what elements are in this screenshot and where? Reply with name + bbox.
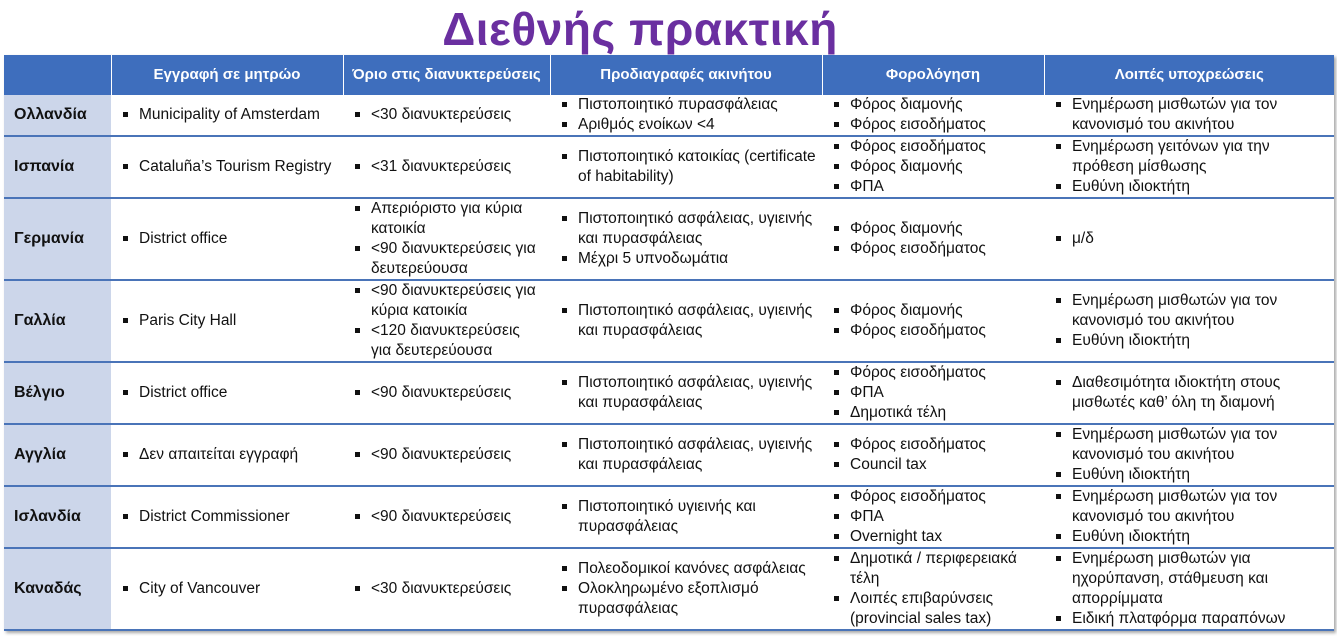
list-item: Πιστοποιητικό υγιεινής και πυρασφάλειας xyxy=(556,497,816,537)
tax-cell xyxy=(822,424,1044,486)
list-item: Paris City Hall xyxy=(117,311,337,331)
country-cell: Ολλανδία xyxy=(4,95,111,136)
list-item: Δεν απαιτείται εγγραφή xyxy=(117,445,337,465)
other-cell xyxy=(1044,95,1334,136)
registry-cell xyxy=(111,198,343,280)
table-row xyxy=(4,486,1334,548)
specs-cell xyxy=(550,486,822,548)
table-row xyxy=(4,95,1334,136)
list-item: Απεριόριστο για κύρια κατοικία xyxy=(349,199,544,239)
other-list xyxy=(1050,95,1328,135)
list-item: Φόρος διαμονής xyxy=(828,157,1038,177)
list-item: Διαθεσιμότητα ιδιοκτήτη στους μισθωτές καθ’ όλη τη διαμονή xyxy=(1050,373,1328,413)
country-cell: Γαλλία xyxy=(4,280,111,362)
limit-list xyxy=(349,579,544,599)
table-row xyxy=(4,362,1334,424)
table-row xyxy=(4,548,1334,630)
table-header-row xyxy=(4,55,1334,95)
header-country xyxy=(4,55,111,95)
country-cell: Καναδάς xyxy=(4,548,111,630)
registry-cell xyxy=(111,136,343,198)
list-item: Ενημέρωση μισθωτών για τον κανονισμό του ακινήτου xyxy=(1050,95,1328,135)
list-item: <30 διανυκτερεύσεις xyxy=(349,579,544,599)
list-item: <90 διανυκτερεύσεις xyxy=(349,383,544,403)
tax-list xyxy=(828,301,1038,341)
specs-list xyxy=(556,95,816,135)
tax-cell xyxy=(822,362,1044,424)
list-item: Ενημέρωση μισθωτών για ηχορύπανση, στάθμευση και απορρίμματα xyxy=(1050,549,1328,609)
other-list xyxy=(1050,291,1328,351)
limit-list xyxy=(349,383,544,403)
tax-cell xyxy=(822,280,1044,362)
tax-cell xyxy=(822,198,1044,280)
other-list xyxy=(1050,229,1328,249)
list-item: Πιστοποιητικό ασφάλειας, υγιεινής και πυρασφάλειας xyxy=(556,209,816,249)
country-cell: Αγγλία xyxy=(4,424,111,486)
list-item: Πιστοποιητικό ασφάλειας, υγιεινής και πυρασφάλειας xyxy=(556,373,816,413)
list-item: Ευθύνη ιδιοκτήτη xyxy=(1050,331,1328,351)
list-item: Ευθύνη ιδιοκτήτη xyxy=(1050,177,1328,197)
registry-cell xyxy=(111,362,343,424)
specs-list xyxy=(556,559,816,619)
list-item: Φόρος εισοδήματος xyxy=(828,137,1038,157)
specs-cell xyxy=(550,198,822,280)
specs-list xyxy=(556,301,816,341)
limit-list xyxy=(349,445,544,465)
limit-cell xyxy=(343,95,550,136)
specs-list xyxy=(556,147,816,187)
other-cell xyxy=(1044,198,1334,280)
list-item: <90 διανυκτερεύσεις για κύρια κατοικία xyxy=(349,281,544,321)
country-cell: Ισπανία xyxy=(4,136,111,198)
list-item: Λοιπές επιβαρύνσεις (provincial sales tax) xyxy=(828,589,1038,629)
list-item: Cataluña’s Tourism Registry xyxy=(117,157,337,177)
tax-list xyxy=(828,219,1038,259)
specs-list xyxy=(556,435,816,475)
limit-cell xyxy=(343,424,550,486)
registry-cell xyxy=(111,548,343,630)
limit-list xyxy=(349,105,544,125)
other-list xyxy=(1050,137,1328,197)
header-specs: Προδιαγραφές ακινήτου xyxy=(550,55,822,95)
limit-cell xyxy=(343,362,550,424)
specs-list xyxy=(556,497,816,537)
other-cell xyxy=(1044,280,1334,362)
list-item: Ειδική πλατφόρμα παραπόνων xyxy=(1050,609,1328,629)
registry-list xyxy=(117,105,337,125)
list-item: Φόρος διαμονής xyxy=(828,95,1038,115)
list-item: ΦΠΑ xyxy=(828,383,1038,403)
header-other: Λοιπές υποχρεώσεις xyxy=(1044,55,1334,95)
limit-cell xyxy=(343,280,550,362)
list-item: Ολοκληρωμένο εξοπλισμό πυρασφάλειας xyxy=(556,579,816,619)
list-item: Φόρος διαμονής xyxy=(828,219,1038,239)
list-item: Αριθμός ενοίκων <4 xyxy=(556,115,816,135)
other-cell xyxy=(1044,486,1334,548)
registry-cell xyxy=(111,486,343,548)
list-item: <31 διανυκτερεύσεις xyxy=(349,157,544,177)
list-item: Πολεοδομικοί κανόνες ασφάλειας xyxy=(556,559,816,579)
list-item: Overnight tax xyxy=(828,527,1038,547)
comparison-table xyxy=(4,55,1334,631)
table-row xyxy=(4,136,1334,198)
limit-cell xyxy=(343,548,550,630)
specs-cell xyxy=(550,136,822,198)
other-list xyxy=(1050,373,1328,413)
list-item: Πιστοποιητικό ασφάλειας, υγιεινής και πυρασφάλειας xyxy=(556,435,816,475)
tax-list xyxy=(828,487,1038,547)
comparison-table-container xyxy=(4,55,1334,631)
registry-list xyxy=(117,229,337,249)
list-item: Φόρος εισοδήματος xyxy=(828,363,1038,383)
list-item: Ευθύνη ιδιοκτήτη xyxy=(1050,527,1328,547)
registry-list xyxy=(117,445,337,465)
limit-cell xyxy=(343,136,550,198)
specs-cell xyxy=(550,280,822,362)
other-cell xyxy=(1044,424,1334,486)
country-cell: Βέλγιο xyxy=(4,362,111,424)
list-item: <90 διανυκτερεύσεις xyxy=(349,507,544,527)
list-item: ΦΠΑ xyxy=(828,177,1038,197)
tax-list xyxy=(828,137,1038,197)
table-body xyxy=(4,95,1334,630)
list-item: Μέχρι 5 υπνοδωμάτια xyxy=(556,249,816,269)
table-row xyxy=(4,424,1334,486)
other-cell xyxy=(1044,136,1334,198)
limit-list xyxy=(349,157,544,177)
list-item: District Commissioner xyxy=(117,507,337,527)
specs-cell xyxy=(550,548,822,630)
list-item: Πιστοποιητικό πυρασφάλειας xyxy=(556,95,816,115)
list-item: Ευθύνη ιδιοκτήτη xyxy=(1050,465,1328,485)
header-tax: Φορολόγηση xyxy=(822,55,1044,95)
list-item: Δημοτικά τέλη xyxy=(828,403,1038,423)
list-item: Ενημέρωση μισθωτών για τον κανονισμό του ακινήτου xyxy=(1050,425,1328,465)
list-item: District office xyxy=(117,229,337,249)
limit-list xyxy=(349,199,544,279)
tax-cell xyxy=(822,548,1044,630)
other-list xyxy=(1050,425,1328,485)
other-list xyxy=(1050,549,1328,629)
list-item: Πιστοποιητικό κατοικίας (certificate of habitability) xyxy=(556,147,816,187)
registry-cell xyxy=(111,95,343,136)
tax-cell xyxy=(822,136,1044,198)
header-limit: Όριο στις διανυκτερεύσεις xyxy=(343,55,550,95)
tax-list xyxy=(828,95,1038,135)
tax-cell xyxy=(822,486,1044,548)
registry-cell xyxy=(111,280,343,362)
registry-list xyxy=(117,157,337,177)
tax-list xyxy=(828,363,1038,423)
limit-cell xyxy=(343,486,550,548)
list-item: Πιστοποιητικό ασφάλειας, υγιεινής και πυρασφάλειας xyxy=(556,301,816,341)
list-item: Municipality of Amsterdam xyxy=(117,105,337,125)
list-item: Φόρος εισοδήματος xyxy=(828,435,1038,455)
registry-list xyxy=(117,383,337,403)
registry-list xyxy=(117,311,337,331)
specs-cell xyxy=(550,424,822,486)
other-cell xyxy=(1044,548,1334,630)
list-item: Φόρος εισοδήματος xyxy=(828,321,1038,341)
list-item: <30 διανυκτερεύσεις xyxy=(349,105,544,125)
table-row xyxy=(4,198,1334,280)
other-list xyxy=(1050,487,1328,547)
tax-list xyxy=(828,435,1038,475)
page-title: Διεθνής πρακτική xyxy=(442,3,838,55)
registry-list xyxy=(117,507,337,527)
limit-list xyxy=(349,281,544,361)
other-cell xyxy=(1044,362,1334,424)
table-row xyxy=(4,280,1334,362)
limit-cell xyxy=(343,198,550,280)
list-item: ΦΠΑ xyxy=(828,507,1038,527)
country-cell: Ισλανδία xyxy=(4,486,111,548)
list-item: μ/δ xyxy=(1050,229,1328,249)
list-item: <120 διανυκτερεύσεις για δευτερεύουσα xyxy=(349,321,544,361)
list-item: <90 διανυκτερεύσεις xyxy=(349,445,544,465)
list-item: <90 διανυκτερεύσεις για δευτερεύουσα xyxy=(349,239,544,279)
specs-cell xyxy=(550,362,822,424)
tax-cell xyxy=(822,95,1044,136)
list-item: Φόρος εισοδήματος xyxy=(828,115,1038,135)
list-item: Φόρος διαμονής xyxy=(828,301,1038,321)
list-item: Φόρος εισοδήματος xyxy=(828,239,1038,259)
specs-list xyxy=(556,373,816,413)
specs-list xyxy=(556,209,816,269)
list-item: Δημοτικά / περιφερειακά τέλη xyxy=(828,549,1038,589)
list-item: City of Vancouver xyxy=(117,579,337,599)
list-item: Ενημέρωση γειτόνων για την πρόθεση μίσθωσης xyxy=(1050,137,1328,177)
tax-list xyxy=(828,549,1038,629)
limit-list xyxy=(349,507,544,527)
specs-cell xyxy=(550,95,822,136)
header-registry: Εγγραφή σε μητρώο xyxy=(111,55,343,95)
list-item: District office xyxy=(117,383,337,403)
list-item: Φόρος εισοδήματος xyxy=(828,487,1038,507)
list-item: Council tax xyxy=(828,455,1038,475)
list-item: Ενημέρωση μισθωτών για τον κανονισμό του ακινήτου xyxy=(1050,291,1328,331)
list-item: Ενημέρωση μισθωτών για τον κανονισμό του ακινήτου xyxy=(1050,487,1328,527)
country-cell: Γερμανία xyxy=(4,198,111,280)
registry-cell xyxy=(111,424,343,486)
registry-list xyxy=(117,579,337,599)
